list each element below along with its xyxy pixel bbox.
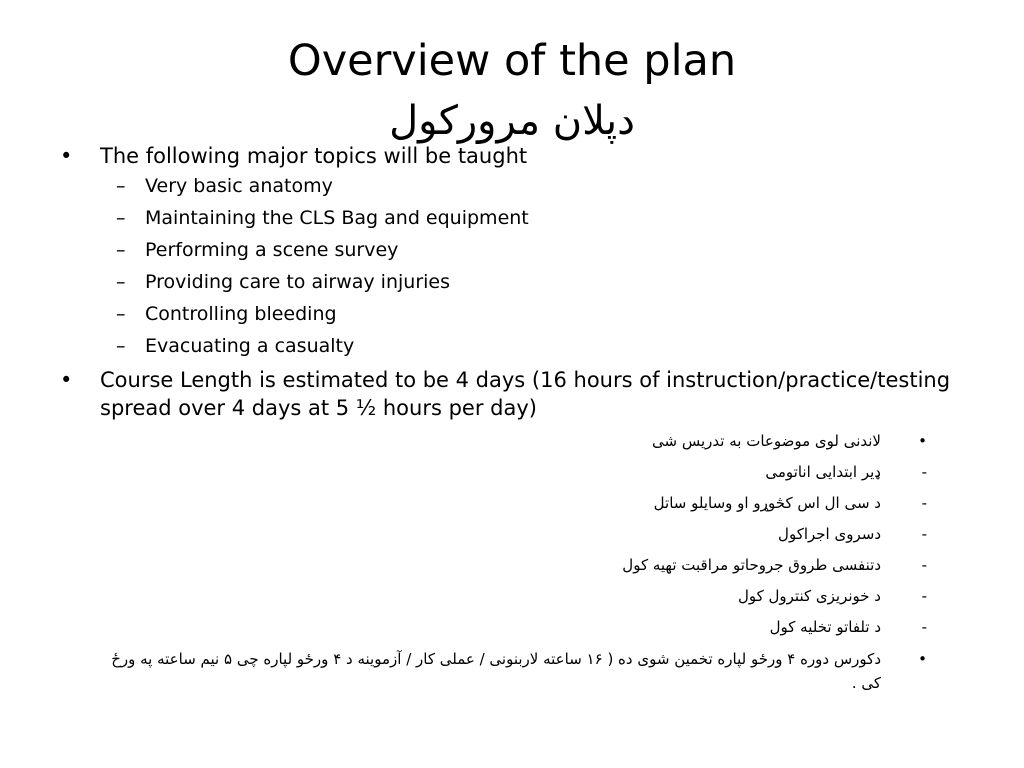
english-topic-label: Maintaining the CLS Bag and equipment [145,207,529,229]
dash-icon: – [116,303,126,325]
slide-title-pashto: دپلان مرورکول [389,98,635,144]
english-course-length: Course Length is estimated to be 4 days (16 hours of instruction/practice/testing spread over 4 days at 5 ½ hours per day) [100,368,951,420]
pashto-topic-item [95,523,927,545]
english-topic-label: Very basic anatomy [145,175,333,197]
pashto-topic-item [95,585,927,607]
pashto-topic-label: ډیر ابتدایی اناتومی [765,463,881,481]
bullet-icon: • [60,144,73,168]
english-topic-item [60,174,960,198]
english-topic-item [60,270,960,294]
pashto-topic-label: د تلفاتو تخلیه کول [769,618,881,636]
pashto-topic-label: دتنفسی طروق جروحاتو مراقبت تهیه کول [622,556,881,574]
english-topic-item [60,238,960,262]
dash-icon: – [116,207,126,229]
english-topics-intro: The following major topics will be taught [100,144,528,168]
english-topic-label: Providing care to airway injuries [145,271,450,293]
english-topic-item [60,206,960,230]
dash-icon: – [116,271,126,293]
english-topic-label: Controlling bleeding [145,303,337,325]
dash-icon: – [116,335,126,357]
pashto-topic-label: دسروی اجراکول [778,525,881,543]
english-topic-label: Performing a scene survey [145,239,399,261]
pashto-course-length: دکورس دوره ۴ ورځو لپاره تخمین شوی ده ( ۱۶ ساعته لاربنونی / عملی کار / آزموینه د ۴ ورځو لپاره چی ۵ نیم ساعته په ورځ کی . [111,650,881,692]
pashto-topic-item [95,554,927,576]
pashto-topic-item [95,616,927,638]
dash-icon: - [921,525,927,543]
pashto-topic-label: د خونریزی کنترول کول [737,587,881,605]
pashto-bullet-topics [95,430,927,452]
pashto-topics-intro: لاندنی لوی موضوعات به تدریس شی [652,432,881,450]
pashto-bullet-course-length [95,647,927,695]
english-bullet-course-length [60,366,960,422]
english-bullet-topics [60,142,960,170]
dash-icon: - [921,556,927,574]
dash-icon: - [921,463,927,481]
bullet-icon: • [918,650,927,668]
pashto-topic-label: د سی ال اس کڅوړو او وسایلو ساتل [653,494,881,512]
bullet-icon: • [60,368,73,392]
pashto-topic-item [95,492,927,514]
bullet-icon: • [918,432,927,450]
pashto-content [95,430,927,704]
english-topic-item [60,302,960,326]
english-content [60,142,960,426]
english-topic-item [60,334,960,358]
slide-title: Overview of the plan [287,36,737,86]
dash-icon: - [921,587,927,605]
dash-icon: – [116,239,126,261]
pashto-topic-item [95,461,927,483]
dash-icon: – [116,175,126,197]
english-topic-label: Evacuating a casualty [145,335,355,357]
dash-icon: - [921,618,927,636]
dash-icon: - [921,494,927,512]
